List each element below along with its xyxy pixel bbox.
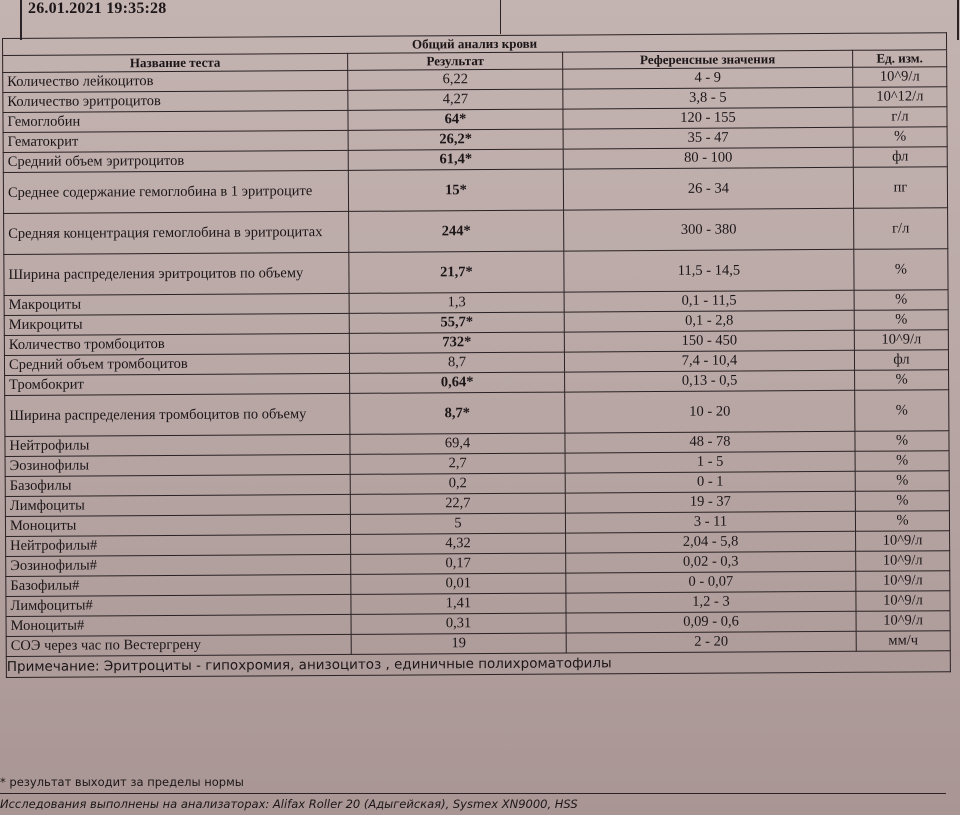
header-divider [500,0,501,34]
unit-cell: % [855,431,949,452]
result-cell: 8,7* [350,392,565,434]
test-name-cell: Количество тромбоцитов [4,333,349,355]
result-cell: 244* [349,210,564,252]
test-name-cell: Моноциты [5,514,350,536]
unit-cell: 10^9/л [853,67,947,88]
reference-range-cell: 150 - 450 [564,330,854,352]
table-row [4,208,948,255]
test-name-cell: Эозинофилы [5,454,350,476]
unit-cell: 10^9/л [856,571,950,592]
test-name-cell: Гематокрит [3,130,348,152]
blood-test-table [2,32,951,678]
result-cell: 0,17 [351,553,566,574]
result-cell: 1,41 [351,593,566,614]
reference-range-cell: 10 - 20 [565,390,855,433]
column-header-reference: Референсные значения [563,50,853,69]
reference-range-cell: 80 - 100 [563,147,853,169]
test-name-cell: Ширина распределения тромбоцитов по объему [5,393,350,436]
result-cell: 4,32 [351,533,566,554]
reference-range-cell: 0 - 0,07 [566,571,856,593]
unit-cell: 10^12/л [853,87,947,108]
column-header-test-name: Название теста [3,53,348,72]
test-name-cell: Макроциты [4,293,349,315]
unit-cell: % [853,127,947,148]
reference-range-cell: 0,02 - 0,3 [566,551,856,573]
test-name-cell: Базофилы# [6,574,351,596]
result-cell: 15* [348,169,563,211]
unit-cell: 10^9/л [856,591,950,612]
unit-cell: г/л [854,208,948,250]
test-name-cell: Микроциты [4,313,349,335]
result-cell: 21,7* [349,251,564,293]
result-cell: 61,4* [348,149,563,170]
unit-cell: % [855,511,949,532]
reference-range-cell: 35 - 47 [563,127,853,149]
test-name-cell: Гемоглобин [3,110,348,132]
table-title: Общий анализ крови [3,33,947,56]
table-note: Примечание: Эритроциты - гипохромия, анизоцитоз , единичные полихроматофилы [6,651,950,678]
unit-cell: % [855,491,949,512]
column-header-unit: Ед. изм. [853,50,947,68]
unit-cell: пг [853,167,947,209]
reference-range-cell: 0 - 1 [565,471,855,493]
result-cell: 8,7 [349,352,564,373]
test-name-cell: Лимфоциты# [6,594,351,616]
test-name-cell: Нейтрофилы# [6,534,351,556]
unit-cell: фл [853,147,947,168]
result-cell: 6,22 [348,69,563,90]
column-header-result: Результат [348,52,563,70]
test-name-cell: Эозинофилы# [6,554,351,576]
test-name-cell: Нейтрофилы [5,434,350,456]
reference-range-cell: 2,04 - 5,8 [566,531,856,553]
unit-cell: % [855,370,949,391]
result-cell: 5 [350,513,565,534]
test-name-cell: Среднее содержание гемоглобина в 1 эритроците [3,170,348,213]
result-cell: 55,7* [349,312,564,333]
unit-cell: фл [854,350,948,371]
test-name-cell: Средний объем тромбоцитов [4,353,349,375]
reference-range-cell: 0,1 - 2,8 [564,310,854,332]
result-cell: 26,2* [348,129,563,150]
table-row [4,249,948,296]
result-cell: 1,3 [349,292,564,313]
unit-cell: 10^9/л [854,330,948,351]
result-cell: 0,64* [350,372,565,393]
test-name-cell: Базофилы [5,474,350,496]
reference-range-cell: 19 - 37 [565,491,855,513]
test-name-cell: Средний объем эритроцитов [3,150,348,172]
unit-cell: 10^9/л [856,531,950,552]
test-name-cell: Моноциты# [6,614,351,636]
analyzers-note: Исследования выполнены на анализаторах: Alifax Roller 20 (Адыгейская), Sysmex XN9000, HSS [0,797,578,811]
reference-range-cell: 3 - 11 [565,511,855,533]
result-cell: 69,4 [350,433,565,454]
unit-cell: 10^9/л [856,611,950,632]
reference-range-cell: 48 - 78 [565,431,855,453]
test-name-cell: Лимфоциты [5,494,350,516]
table-body [3,67,951,657]
reference-range-cell: 26 - 34 [563,167,853,210]
unit-cell: г/л [853,107,947,128]
result-cell: 19 [351,633,566,654]
test-name-cell: СОЭ через час по Вестергрену [6,634,351,656]
unit-cell: % [854,310,948,331]
unit-cell: % [855,451,949,472]
blood-test-table-wrapper [2,32,950,678]
reference-range-cell: 1 - 5 [565,451,855,473]
reference-range-cell: 1,2 - 3 [566,591,856,613]
unit-cell: % [854,290,948,311]
reference-range-cell: 7,4 - 10,4 [564,350,854,372]
reference-range-cell: 11,5 - 14,5 [564,249,854,292]
report-timestamp: 26.01.2021 19:35:28 [28,0,167,17]
abnormal-legend: * результат выходит за пределы нормы [0,775,244,789]
reference-range-cell: 0,13 - 0,5 [565,370,855,392]
unit-cell: % [855,390,949,432]
test-name-cell: Тромбокрит [5,373,350,395]
footer-divider [0,793,946,794]
unit-cell: мм/ч [856,631,950,652]
result-cell: 0,01 [351,573,566,594]
reference-range-cell: 120 - 155 [563,107,853,129]
result-cell: 0,2 [350,473,565,494]
test-name-cell: Количество эритроцитов [3,90,348,112]
result-cell: 0,31 [351,613,566,634]
result-cell: 4,27 [348,89,563,110]
table-row [3,167,947,214]
test-name-cell: Ширина распределения эритроцитов по объему [4,252,349,295]
reference-range-cell: 4 - 9 [563,67,853,89]
unit-cell: % [854,249,948,291]
table-row [5,390,949,437]
unit-cell: % [855,471,949,492]
test-name-cell: Количество лейкоцитов [3,70,348,92]
reference-range-cell: 300 - 380 [564,208,854,251]
unit-cell: 10^9/л [856,551,950,572]
result-cell: 732* [349,332,564,353]
reference-range-cell: 0,09 - 0,6 [566,611,856,633]
result-cell: 2,7 [350,453,565,474]
result-cell: 22,7 [350,493,565,514]
reference-range-cell: 2 - 20 [566,631,856,653]
test-name-cell: Средняя концентрация гемоглобина в эритроцитах [4,211,349,254]
reference-range-cell: 3,8 - 5 [563,87,853,109]
reference-range-cell: 0,1 - 11,5 [564,290,854,312]
result-cell: 64* [348,109,563,130]
